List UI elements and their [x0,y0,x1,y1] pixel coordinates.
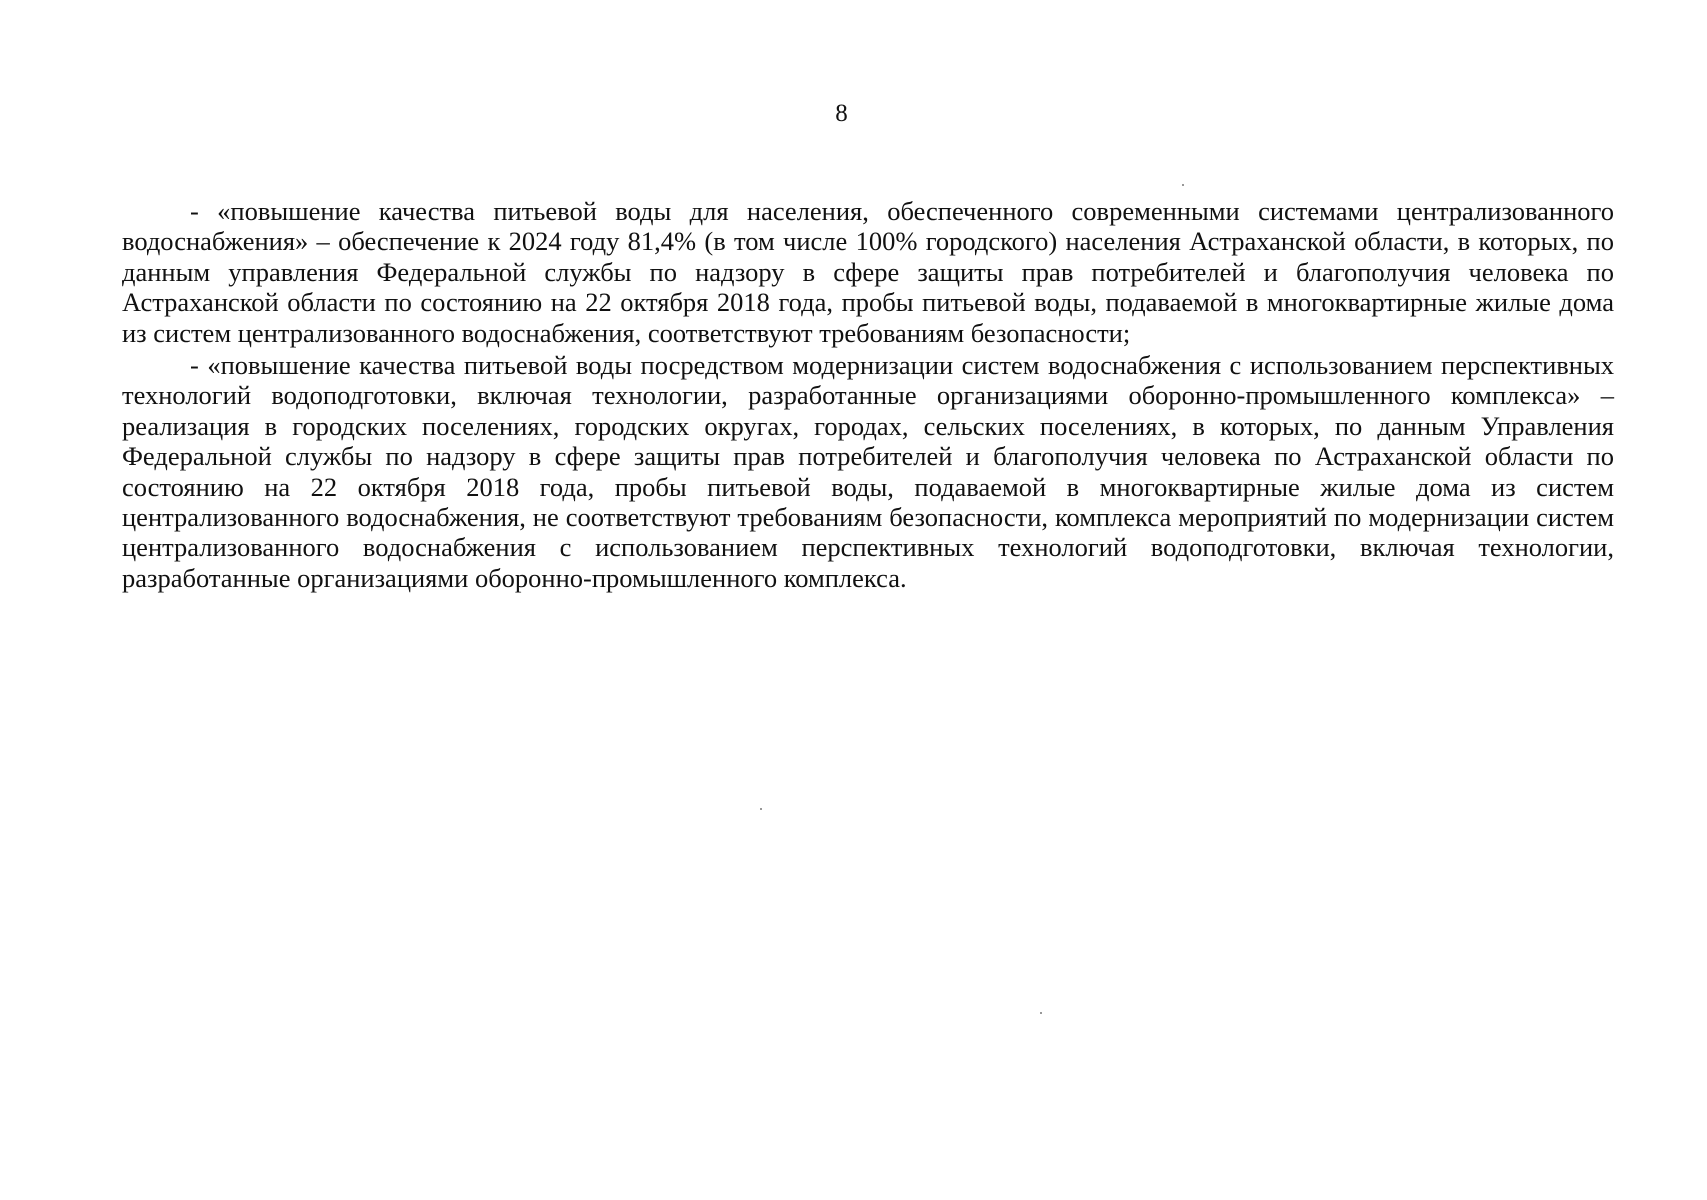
page-number: 8 [835,100,848,127]
paragraph-water-supply-modernization: - «повышение качества питьевой воды посредством модернизации систем водоснабжения с использованием перспективных технологий водоподготовки, включая технологии, разработанные организациями оборонно-промышленного комплекса» – реализация в городских поселениях, городских округах, городах, сельских поселениях, в которых, по данным Управления Федеральной службы по надзору в сфере защиты прав потребителей и благополучия человека по Астраханской области по состоянию на 22 октября 2018 года, пробы питьевой воды, подаваемой в многоквартирные жилые дома из систем централизованного водоснабжения, не соответствуют требованиям безопасности, комплекса мероприятий по модернизации систем централизованного водоснабжения с использованием перспективных технологий водоподготовки, включая технологии, разработанные организациями оборонно-промышленного комплекса. [122,350,1614,593]
scan-speck [1040,1012,1042,1014]
scan-speck [1182,184,1184,186]
document-body [122,196,1614,595]
scan-speck [760,808,762,810]
paragraph-drinking-water-quality: - «повышение качества питьевой воды для населения, обеспеченного современными системами централизованного водоснабжения» – обеспечение к 2024 году 81,4% (в том числе 100% городского) населения Астраханской области, в которых, по данным управления Федеральной службы по надзору в сфере защиты прав потребителей и благополучия человека по Астраханской области по состоянию на 22 октября 2018 года, пробы питьевой воды, подаваемой в многоквартирные жилые дома из систем централизованного водоснабжения, соответствуют требованиям безопасности; [122,196,1614,348]
